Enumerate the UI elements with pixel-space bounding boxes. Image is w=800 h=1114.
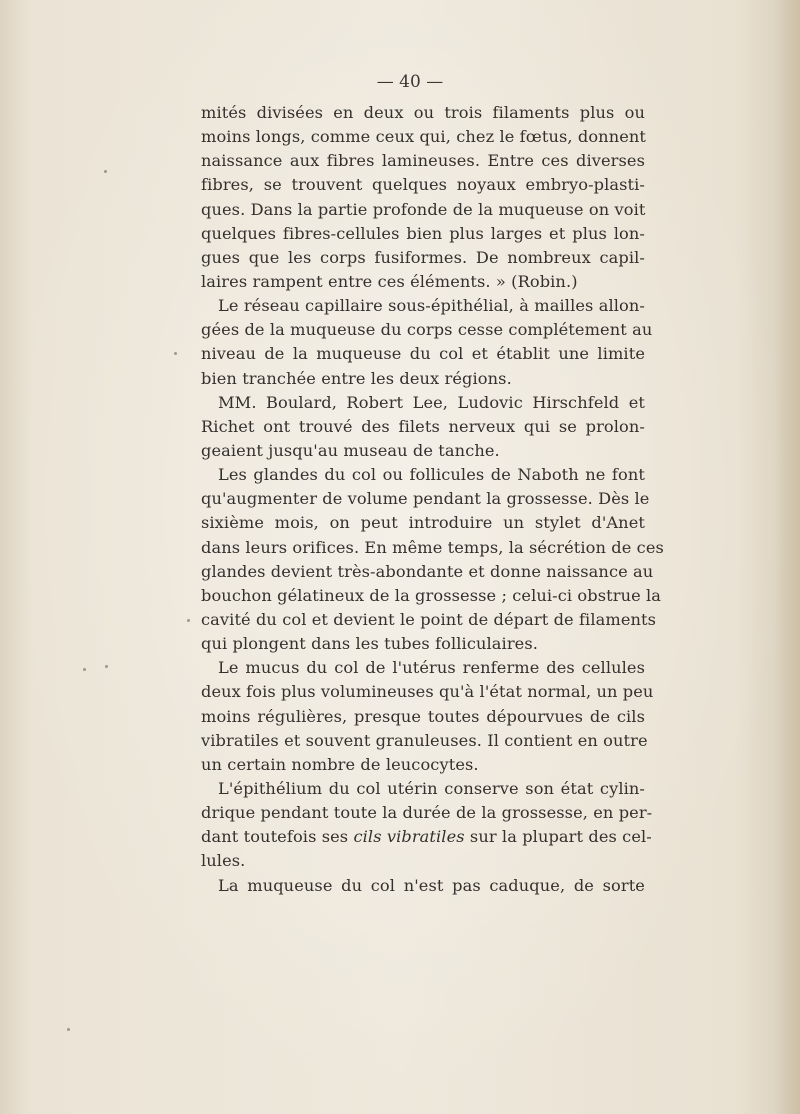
emphasis-text: cils vibratiles: [353, 827, 465, 847]
text-line: Le mucus du col de l'utérus renferme des cellules: [218, 658, 645, 678]
text-line: cavité du col et devient le point de départ de filaments: [201, 609, 657, 629]
text-line: gues que les corps fusiformes. De nombreux capil-: [201, 247, 645, 267]
text-line: dans leurs orifices. En même temps, la sécrétion de ces: [201, 537, 664, 557]
paper-speck: [67, 1028, 70, 1031]
text-line: quelques fibres-cellules bien plus larges et plus lon-: [201, 223, 645, 243]
text-line: La muqueuse du col n'est pas caduque, de sorte: [218, 875, 645, 895]
text-line: gées de la muqueuse du corps cesse complétement au: [201, 320, 653, 340]
text-line: dant toutefois ses cils vibratiles sur la plupart des cel-: [201, 827, 652, 847]
text-line: moins régulières, presque toutes dépourvues de cils: [201, 706, 645, 726]
paper-speck: [187, 619, 190, 622]
text-line: qu'augmenter de volume pendant la grossesse. Dès le: [201, 489, 650, 509]
text-line: fibres, se trouvent quelques noyaux embryo-plasti-: [201, 175, 645, 195]
text-line: laires rampent entre ces éléments. » (Robin.): [201, 271, 578, 291]
text-line: naissance aux fibres lamineuses. Entre ces diverses: [201, 151, 645, 171]
text-line: sixième mois, on peut introduire un stylet d'Anet: [201, 513, 645, 533]
text-line: bien tranchée entre les deux régions.: [201, 368, 512, 388]
paper-speck: [174, 352, 177, 355]
text-line: ques. Dans la partie profonde de la muqueuse on voit: [201, 199, 646, 219]
text-line: bouchon gélatineux de la grossesse ; celui-ci obstrue la: [201, 585, 662, 605]
text-line: glandes devient très-abondante et donne naissance au: [201, 561, 654, 581]
text-line: niveau de la muqueuse du col et établit une limite: [201, 344, 645, 364]
text-line: drique pendant toute la durée de la grossesse, en per-: [201, 803, 653, 823]
text-line: Les glandes du col ou follicules de Naboth ne font: [218, 465, 645, 485]
text-line: L'épithélium du col utérin conserve son état cylin-: [218, 778, 645, 798]
text-line: geaient jusqu'au museau de tanche.: [201, 440, 500, 460]
text-line: mités divisées en deux ou trois filaments plus ou: [201, 103, 645, 122]
paper-speck: [105, 665, 108, 668]
text-line: deux fois plus volumineuses qu'à l'état normal, un peu: [201, 682, 654, 702]
paper-speck: [83, 668, 86, 671]
text-line: qui plongent dans les tubes folliculaires.: [201, 634, 538, 654]
text-line: MM. Boulard, Robert Lee, Ludovic Hirschfeld et: [218, 392, 645, 412]
text-line: un certain nombre de leucocytes.: [201, 754, 479, 774]
page-number: — 40 —: [376, 72, 444, 92]
text-line: moins longs, comme ceux qui, chez le fœtus, donnent: [201, 127, 647, 147]
text-line: Le réseau capillaire sous-épithélial, à mailles allon-: [218, 296, 645, 316]
text-line: vibratiles et souvent granuleuses. Il contient en outre: [201, 730, 648, 750]
body-text: [201, 101, 664, 898]
text-line: Richet ont trouvé des filets nerveux qui se prolon-: [201, 416, 645, 436]
paper-speck: [104, 170, 107, 173]
text-line: lules.: [201, 851, 246, 871]
